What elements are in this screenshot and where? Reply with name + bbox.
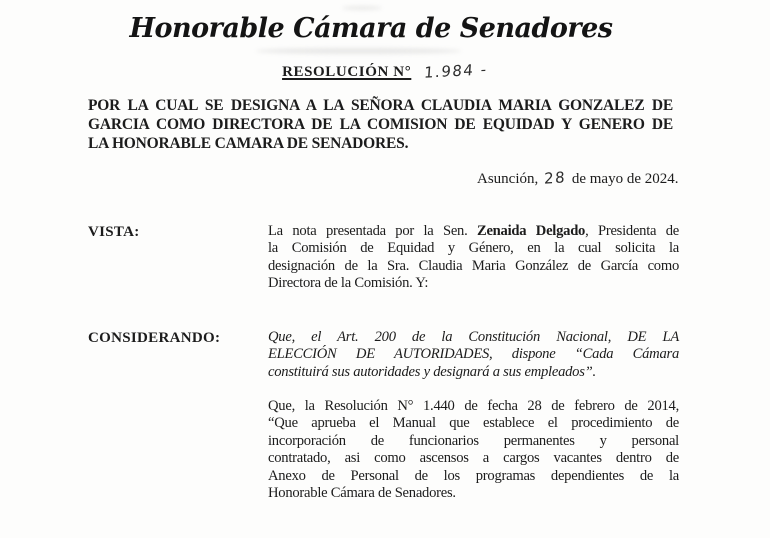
considerando-p2-line: “Que aprueba el Manual que establece el procedimiento de <box>268 415 679 432</box>
subject-line: GARCIA COMO DIRECTORA DE LA COMISION DE EQUIDAD Y GENERO DE <box>88 116 673 133</box>
subject-paragraph <box>88 96 673 153</box>
considerando-p2-line: Anexo de Personal de los programas dependientes de la <box>268 467 679 484</box>
senator-name-bold: Zenaida Delgado <box>476 223 586 239</box>
vista-line: designación de la Sra. Claudia Maria González de García como <box>268 257 679 274</box>
vista-line1-post: , Presidenta de <box>585 223 679 239</box>
resolution-number-handwritten: 1.984 - <box>423 60 489 82</box>
considerando-p1-line: ELECCIÓN DE AUTORIDADES, dispone “Cada Cámara <box>268 346 679 363</box>
considerando-paragraph-1 <box>268 329 679 381</box>
considerando-p2-line: incorporación de funcionarios permanentes y personal <box>268 432 679 449</box>
dateline <box>477 169 678 188</box>
considerando-p2-line: contratado, asi como ascensos a cargos vacantes dentro de <box>268 450 679 467</box>
vista-line <box>268 223 679 240</box>
resolution-heading <box>0 62 770 81</box>
subject-line: POR LA CUAL SE DESIGNA A LA SEÑORA CLAUDIA MARIA GONZALEZ DE <box>88 97 673 114</box>
resolution-label: RESOLUCIÓN N° <box>282 64 412 80</box>
vista-line: Directora de la Comisión. Y: <box>268 275 429 292</box>
vista-line1-pre: La nota presentada por la Sen. <box>268 223 477 239</box>
dateline-rest: de mayo de 2024. <box>571 171 679 187</box>
dateline-city: Asunción, <box>477 171 539 187</box>
letterhead-title: Honorable Cámara de Senadores <box>129 13 613 44</box>
vista-paragraph <box>268 223 679 293</box>
vista-label: VISTA: <box>88 224 140 240</box>
scan-smudge-top <box>342 6 382 10</box>
dateline-day-handwritten: 28 <box>543 168 567 188</box>
considerando-p2-line: Honorable Cámara de Senadores. <box>268 485 456 502</box>
subject-line: LA HONORABLE CAMARA DE SENADORES. <box>88 135 409 152</box>
scan-smudge-under-title <box>256 48 461 54</box>
considerando-label: CONSIDERANDO: <box>88 330 221 346</box>
considerando-p2-line: Que, la Resolución N° 1.440 de fecha 28 de febrero de 2014, <box>268 398 679 414</box>
considerando-p1-line: constituirá sus autoridades y designará a sus empleados”. <box>268 363 596 380</box>
considerando-p1-line: Que, el Art. 200 de la Constitución Nacional, DE LA <box>268 329 679 345</box>
vista-line: la Comisión de Equidad y Género, en la cual solicita la <box>268 240 679 257</box>
considerando-paragraph-2 <box>268 398 679 502</box>
